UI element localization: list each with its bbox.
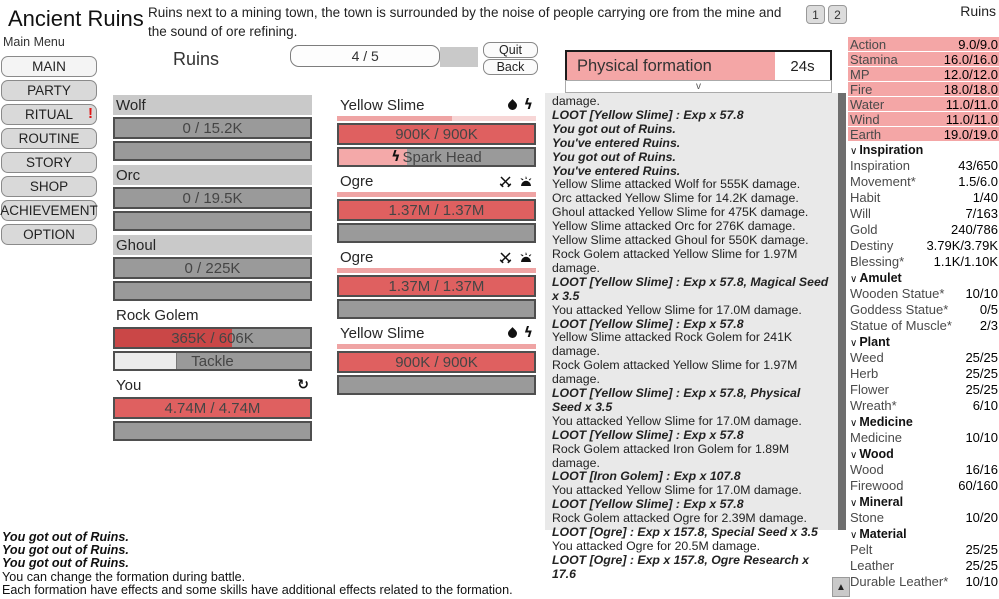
hp-bar	[113, 187, 312, 209]
chevron-down-icon: ∨	[850, 450, 858, 461]
sidebar-item-ritual[interactable]	[1, 104, 97, 125]
stat-value: 7/163	[965, 206, 998, 221]
stat-value: 10/20	[965, 510, 998, 525]
log-line: Rock Golem attacked Ogre for 2.39M damage.	[552, 511, 807, 526]
sidebar-item-shop[interactable]	[1, 176, 97, 197]
footer-line: You got out of Ruins.	[2, 556, 129, 571]
log-line: Rock Golem attacked Iron Golem for 1.89M damage.	[552, 441, 790, 470]
wave-progress-label: 4 / 5	[351, 48, 379, 64]
crossed-swords-icon	[499, 251, 512, 264]
sidebar-item-achievement[interactable]	[1, 200, 97, 221]
unit-card[interactable]	[113, 235, 312, 301]
unit-name-row	[113, 235, 312, 255]
stat-value: 3.79K/3.79K	[926, 238, 998, 253]
stat-row	[848, 127, 999, 142]
hp-bar	[337, 351, 536, 373]
log-line: Ghoul attacked Yellow Slime for 475K damage.	[552, 205, 809, 220]
stat-value: 11.0/11.0	[945, 112, 998, 127]
unit-name-row	[113, 165, 312, 185]
stat-row	[848, 302, 999, 318]
stat-row	[848, 174, 999, 190]
chevron-down-icon: ∨	[850, 338, 858, 349]
log-line: LOOT [Yellow Slime] : Exp x 57.8, Physical Seed x 3.5	[552, 386, 801, 414]
formation-dropdown[interactable]: v	[565, 80, 832, 93]
log-line: LOOT [Yellow Slime] : Exp x 57.8	[552, 316, 744, 331]
skill-bar	[337, 375, 536, 395]
menu-item-label: MAIN	[32, 59, 66, 74]
battle-log[interactable]	[545, 93, 846, 581]
attack-timer-bar	[337, 268, 536, 273]
stat-row	[848, 254, 999, 270]
stat-label: Wreath*	[850, 398, 897, 413]
skill-bar	[337, 223, 536, 243]
unit-icons	[297, 377, 309, 393]
stat-label: Leather	[850, 558, 895, 573]
sidebar-section-label: Medicine	[859, 415, 913, 429]
skill-bar	[113, 421, 312, 441]
unit-card[interactable]	[337, 171, 536, 243]
log-line: You've entered Ruins.	[552, 135, 681, 150]
skill-bar-text	[339, 149, 534, 165]
footer-line: You can change the formation during battle.	[2, 569, 246, 584]
stats-sidebar	[848, 37, 999, 590]
log-line: Yellow Slime attacked Wolf for 555K damage.	[552, 177, 801, 192]
log-line: You've entered Ruins.	[552, 163, 681, 178]
stat-label: Wooden Statue*	[850, 286, 945, 301]
stat-row	[848, 52, 999, 67]
chevron-down-icon: ∨	[850, 498, 858, 509]
stat-value: 43/650	[958, 158, 998, 173]
unit-icons	[499, 251, 533, 264]
log-scrollbar[interactable]	[838, 93, 846, 530]
sidebar-section-wood[interactable]	[848, 446, 999, 462]
stat-value: 11.0/11.0	[945, 97, 998, 112]
log-line: LOOT [Ogre] : Exp x 157.8, Special Seed x 3.5	[552, 525, 818, 540]
stat-row	[848, 82, 999, 97]
stat-value: 25/25	[965, 542, 998, 557]
skill-bar	[113, 351, 312, 371]
unit-name-row	[113, 375, 312, 395]
footer-line: Each formation have effects and some skills have additional effects related to the formation.	[2, 582, 513, 597]
lightning-icon: ϟ	[523, 325, 533, 341]
lightning-icon: ϟ	[523, 97, 533, 113]
sidebar-section-mineral[interactable]	[848, 494, 999, 510]
menu-item-label: ROUTINE	[18, 131, 80, 146]
stat-value: 10/10	[965, 430, 998, 445]
stat-value: 12.0/12.0	[943, 67, 998, 82]
chevron-down-icon: ∨	[850, 274, 858, 285]
stat-value: 10/10	[965, 574, 998, 589]
menu-item-label: ACHIEVEMENT	[0, 203, 98, 218]
water-drop-icon	[506, 99, 519, 112]
lightning-icon: ϟ	[391, 149, 401, 165]
footer-line: You got out of Ruins.	[2, 543, 129, 558]
stat-label: Blessing*	[850, 254, 905, 269]
log-line: You attacked Yellow Slime for 17.0M damage.	[552, 302, 802, 317]
chevron-down-icon: ∨	[850, 530, 858, 541]
sidebar-section-label: Material	[859, 527, 907, 541]
stat-label: Movement*	[850, 174, 916, 189]
log-line: LOOT [Yellow Slime] : Exp x 57.8	[552, 107, 744, 122]
stat-value: 25/25	[965, 558, 998, 573]
menu-item-label: OPTION	[23, 227, 75, 242]
attack-timer-fill	[337, 268, 536, 273]
log-line: You got out of Ruins.	[552, 149, 676, 164]
unit-card[interactable]	[113, 165, 312, 231]
enemy-column	[337, 95, 536, 399]
unit-name: Wolf	[116, 96, 146, 114]
stat-row	[848, 158, 999, 174]
page-buttons	[806, 5, 847, 24]
unit-card[interactable]	[113, 305, 312, 371]
stat-value: 25/25	[965, 366, 998, 381]
unit-name-row	[113, 95, 312, 115]
stat-label: Wood	[850, 462, 884, 477]
attack-timer-fill	[337, 192, 536, 197]
log-line: Yellow Slime attacked Orc for 276K damage.	[552, 219, 796, 234]
stat-row	[848, 574, 999, 590]
skill-name: Spark Head	[402, 148, 482, 166]
hp-bar-text: 1.37M / 1.37M	[388, 201, 485, 219]
sidebar-section-label: Amulet	[859, 271, 902, 285]
log-line: LOOT [Iron Golem] : Exp x 107.8	[552, 469, 741, 484]
log-line: Orc attacked Yellow Slime for 14.2K damage.	[552, 191, 799, 206]
stat-label: Medicine	[850, 430, 903, 445]
stat-row	[848, 398, 999, 414]
stat-row	[848, 366, 999, 382]
sidebar-section-medicine[interactable]	[848, 414, 999, 430]
log-line: Rock Golem attacked Yellow Slime for 1.97M damage.	[552, 358, 798, 387]
stat-value: 240/786	[951, 222, 998, 237]
stat-row	[848, 286, 999, 302]
wave-progress-fill	[290, 45, 440, 67]
location-label: Ruins	[960, 3, 996, 19]
stat-row	[848, 478, 999, 494]
hp-bar	[113, 397, 312, 419]
sidebar-section-inspiration[interactable]	[848, 142, 999, 158]
auto-repeat-icon: ↻	[297, 377, 309, 393]
attack-timer-fill	[337, 344, 536, 349]
hp-bar-text: 1.37M / 1.37M	[388, 277, 485, 295]
formation-name: Physical formation	[567, 52, 775, 80]
stat-label: Firewood	[850, 478, 904, 493]
stat-row	[848, 112, 999, 127]
formation-timer: 24s	[775, 52, 830, 80]
stat-value: 19.0/19.0	[943, 127, 998, 142]
log-line: LOOT [Ogre] : Exp x 157.8, Ogre Research x 17.6	[552, 552, 809, 581]
unit-name: Ghoul	[116, 236, 157, 254]
sidebar-section-plant[interactable]	[848, 334, 999, 350]
stat-label: Earth	[850, 127, 882, 142]
dome-icon	[519, 251, 533, 263]
stat-label: Pelt	[850, 542, 873, 557]
skill-bar-text	[115, 353, 310, 369]
unit-name-row	[337, 323, 536, 343]
stat-label: Flower	[850, 382, 890, 397]
hp-bar	[113, 117, 312, 139]
stat-row	[848, 206, 999, 222]
attack-timer-fill	[337, 116, 452, 121]
stat-row	[848, 430, 999, 446]
stat-row	[848, 558, 999, 574]
stat-label: Statue of Muscle*	[850, 318, 952, 333]
hp-bar-text: 0 / 19.5K	[182, 189, 243, 207]
stat-label: Action	[850, 37, 887, 52]
stat-label: Weed	[850, 350, 884, 365]
quit-button[interactable]: Quit	[483, 42, 538, 58]
log-line: LOOT [Yellow Slime] : Exp x 57.8	[552, 427, 744, 442]
menu-item-label: PARTY	[27, 83, 71, 98]
stat-value: 0/5	[979, 302, 998, 317]
unit-name: Ogre	[340, 248, 374, 266]
skill-bar	[113, 141, 312, 161]
log-line: You got out of Ruins.	[552, 121, 676, 136]
page-title: Ancient Ruins	[8, 6, 144, 31]
unit-name: Orc	[116, 166, 141, 184]
sidebar-item-option[interactable]	[1, 224, 97, 245]
water-drop-icon	[506, 327, 519, 340]
attack-timer-bar	[337, 116, 536, 121]
stat-label: MP	[850, 67, 870, 82]
footer-line: You got out of Ruins.	[2, 530, 129, 544]
stat-row	[848, 462, 999, 478]
stat-value: 1.1K/1.10K	[933, 254, 998, 269]
attack-timer-bar	[337, 344, 536, 349]
stat-row	[848, 350, 999, 366]
log-line: damage.	[552, 94, 600, 108]
unit-card[interactable]	[113, 95, 312, 161]
stat-label: Wind	[850, 112, 880, 127]
page-description: Ruins next to a mining town, the town is surrounded by the noise of people carrying ore from the mine and the sound of ore refining.	[148, 5, 782, 39]
menu-item-label: RITUAL	[24, 107, 73, 122]
stat-row	[848, 222, 999, 238]
battle-title: Ruins	[173, 49, 220, 69]
footer-messages	[2, 531, 513, 597]
stat-value: 25/25	[965, 382, 998, 397]
stat-row	[848, 510, 999, 526]
stat-label: Water	[850, 97, 885, 112]
unit-icons	[499, 175, 533, 188]
log-line: You attacked Yellow Slime for 17.0M damage.	[552, 483, 802, 498]
wave-progress-remainder	[440, 47, 478, 67]
stat-value: 16.0/16.0	[943, 52, 998, 67]
log-line: Yellow Slime attacked Rock Golem for 241K damage.	[552, 330, 793, 359]
stat-row	[848, 382, 999, 398]
stat-label: Will	[850, 206, 871, 221]
log-line: You attacked Ogre for 20.5M damage.	[552, 539, 761, 553]
chevron-down-icon: ∨	[850, 146, 858, 157]
unit-name-row	[337, 247, 536, 267]
unit-icons	[508, 325, 533, 341]
hp-bar-text: 365K / 606K	[171, 329, 254, 347]
stat-row	[848, 542, 999, 558]
page-button[interactable]: 2	[828, 5, 847, 24]
stat-row	[848, 37, 999, 52]
stat-value: 16/16	[965, 462, 998, 477]
hp-bar-text: 0 / 15.2K	[182, 119, 243, 137]
page-button[interactable]: 1	[806, 5, 825, 24]
hp-bar-text: 900K / 900K	[395, 353, 478, 371]
stat-value: 6/10	[972, 398, 998, 413]
hp-bar	[337, 123, 536, 145]
unit-name-row	[113, 305, 312, 325]
hp-bar-text: 4.74M / 4.74M	[164, 399, 261, 417]
unit-icons	[508, 97, 533, 113]
log-line: LOOT [Yellow Slime] : Exp x 57.8	[552, 497, 744, 512]
sidebar-section-label: Wood	[859, 447, 894, 461]
stat-label: Destiny	[850, 238, 894, 253]
log-line: LOOT [Yellow Slime] : Exp x 57.8, Magical Seed x 3.5	[552, 274, 829, 303]
menu-item-label: STORY	[25, 155, 73, 170]
sidebar-section-label: Mineral	[859, 495, 904, 509]
hp-bar-text: 900K / 900K	[395, 125, 478, 143]
unit-card[interactable]	[337, 323, 536, 395]
unit-name: Ogre	[340, 172, 374, 190]
ally-column	[113, 95, 312, 445]
stat-label: Inspiration	[850, 158, 910, 173]
wave-progress	[290, 45, 478, 69]
sidebar-section-amulet[interactable]	[848, 270, 999, 286]
menu-item-label: SHOP	[29, 179, 69, 194]
stat-value: 60/160	[958, 478, 998, 493]
hp-bar-text: 0 / 225K	[184, 259, 241, 277]
sidebar-item-routine[interactable]	[1, 128, 97, 149]
formation-panel[interactable]	[565, 50, 832, 82]
sidebar-section-label: Inspiration	[859, 143, 924, 157]
attack-timer-bar	[337, 192, 536, 197]
scroll-up-icon: ▲	[836, 581, 846, 593]
stat-value: 2/3	[979, 318, 998, 333]
stat-value: 9.0/9.0	[958, 37, 998, 52]
stat-label: Herb	[850, 366, 879, 381]
unit-name: Rock Golem	[116, 306, 199, 324]
stat-row	[848, 67, 999, 82]
unit-name-row	[337, 95, 536, 115]
sidebar-section-label: Plant	[859, 335, 890, 349]
stat-value: 18.0/18.0	[943, 82, 998, 97]
sidebar-item-main[interactable]	[1, 56, 97, 77]
back-button[interactable]: Back	[483, 59, 538, 75]
alert-badge: !	[88, 105, 93, 122]
unit-name: You	[116, 376, 142, 394]
unit-name: Yellow Slime	[340, 96, 425, 114]
sidebar-item-story[interactable]	[1, 152, 97, 173]
chevron-down-icon: ∨	[850, 418, 858, 429]
hp-bar	[113, 257, 312, 279]
main-menu	[1, 35, 98, 248]
unit-name-row	[337, 171, 536, 191]
unit-card[interactable]	[337, 95, 536, 167]
stat-label: Stone	[850, 510, 884, 525]
main-menu-label: Main Menu	[3, 35, 65, 49]
stat-label: Fire	[850, 82, 873, 97]
unit-card[interactable]	[337, 247, 536, 319]
stat-value: 10/10	[965, 286, 998, 301]
unit-card[interactable]	[113, 375, 312, 441]
log-line: Rock Golem attacked Yellow Slime for 1.97M damage.	[552, 246, 798, 275]
skill-bar	[113, 211, 312, 231]
hp-bar	[337, 199, 536, 221]
hp-bar	[113, 327, 312, 349]
skill-bar	[337, 299, 536, 319]
stat-label: Habit	[850, 190, 881, 205]
dome-icon	[519, 175, 533, 187]
stat-row	[848, 97, 999, 112]
skill-bar	[113, 281, 312, 301]
log-line: You attacked Yellow Slime for 17.0M damage.	[552, 413, 802, 428]
stat-label: Gold	[850, 222, 878, 237]
stat-value: 1/40	[972, 190, 998, 205]
sidebar-section-material[interactable]	[848, 526, 999, 542]
stat-row	[848, 318, 999, 334]
stat-value: 1.5/6.0	[958, 174, 998, 189]
stat-label: Stamina	[850, 52, 898, 67]
stat-row	[848, 238, 999, 254]
stat-label: Goddess Statue*	[850, 302, 949, 317]
stat-label: Durable Leather*	[850, 574, 949, 589]
sidebar-item-party[interactable]	[1, 80, 97, 101]
skill-bar	[337, 147, 536, 167]
hp-bar	[337, 275, 536, 297]
log-line: Yellow Slime attacked Ghoul for 550K damage.	[552, 233, 809, 248]
crossed-swords-icon	[499, 175, 512, 188]
skill-name: Tackle	[191, 352, 234, 370]
stat-value: 25/25	[965, 350, 998, 365]
stat-row	[848, 190, 999, 206]
unit-name: Yellow Slime	[340, 324, 425, 342]
